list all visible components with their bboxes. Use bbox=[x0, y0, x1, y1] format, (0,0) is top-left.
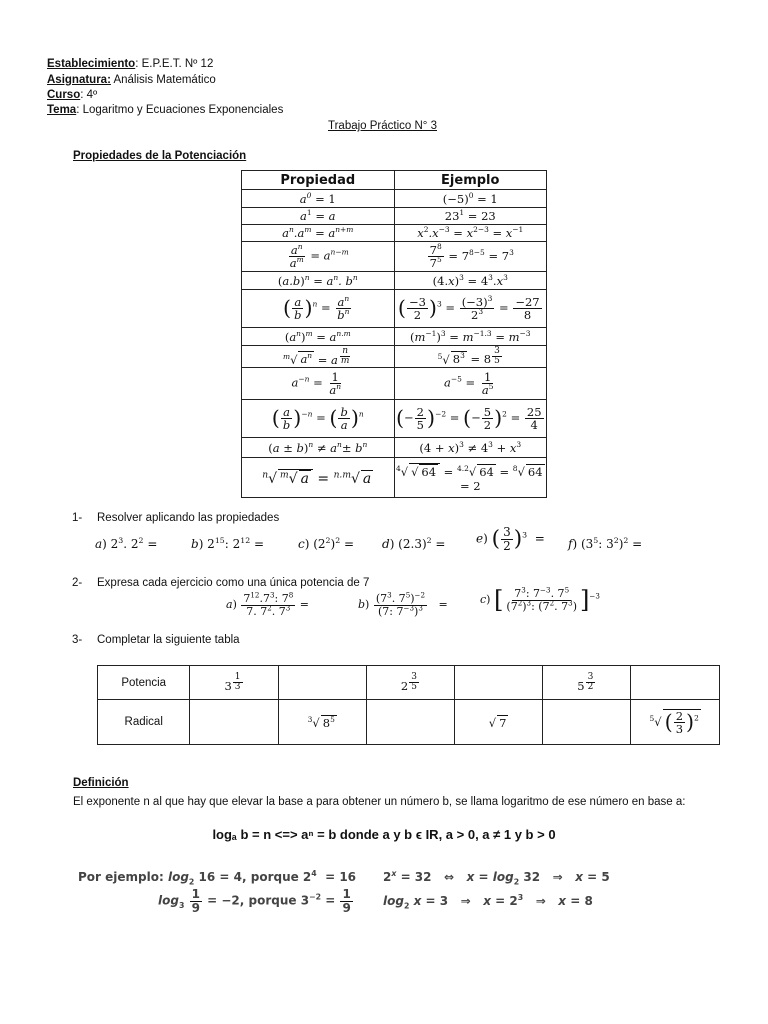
table-row bbox=[242, 190, 547, 208]
header-curso bbox=[47, 89, 97, 101]
table-cell[interactable] bbox=[543, 700, 631, 745]
example-cell: $(4.x)^3 = 4^3.x^3$ bbox=[394, 272, 547, 290]
example-cell: $23^1 = 23$ bbox=[394, 208, 547, 225]
table-row bbox=[242, 272, 547, 290]
table-row bbox=[242, 328, 547, 346]
example-cell: $\frac{7^8}{7^5}$ = $7^{8-5} = 7^3$ bbox=[394, 242, 547, 272]
establecimiento-value: : E.P.E.T. Nº 12 bbox=[135, 58, 214, 70]
exercise-2c: c) [ $\frac{7^3: 7^{-3}. 7^5}{(7^2)^3: (7^2. 7^3)}$ ]$^{-3}$ bbox=[480, 585, 600, 614]
example-cell: $(m^{-1})^3 = m^{-1.3} = m^{-3}$ bbox=[394, 328, 547, 346]
property-cell: $(a \pm b)^n \ne a^n\pm b^n$ bbox=[242, 438, 395, 458]
column-header-property: Propiedad bbox=[242, 171, 395, 190]
exercise-1d: d) $(2.3)^2$ = bbox=[382, 536, 446, 551]
property-cell: $a^1 = a$ bbox=[242, 208, 395, 225]
asignatura-value: Análisis Matemático bbox=[110, 74, 216, 86]
table-cell: 2 $^{\frac{3}{5}}$ bbox=[366, 666, 454, 700]
table-row bbox=[242, 242, 547, 272]
exercise-2a: a) $\frac{7^{12}.7^3: 7^8}{7. 7^2. 7^3}$ = bbox=[226, 590, 309, 618]
exercise-2b: b) $\frac{(7^3. 7^5)^{-2}}{(7: 7^{-3})^3}$ = bbox=[358, 590, 448, 618]
example-cell: $(4 + x)^3 \ne 4^3 + x^3$ bbox=[394, 438, 547, 458]
example-cell: $^5$√ $8^3 = 8$ $^{\frac{3}{5}}$ bbox=[394, 346, 547, 368]
table-row bbox=[98, 700, 720, 745]
exercise-3-text: Completar la siguiente tabla bbox=[97, 634, 240, 646]
property-cell: ( $\frac{a}{b}$ )$^{-n}$ = ( $\frac{b}{a}$ )$^n$ bbox=[242, 400, 395, 438]
table-cell: √ 7 bbox=[455, 700, 543, 745]
property-cell: $a^n.a^m = a^{n+m}$ bbox=[242, 225, 395, 242]
property-cell: $(a.b)^n = a^n$. $b^n$ bbox=[242, 272, 395, 290]
table-row bbox=[242, 458, 547, 498]
header-tema bbox=[47, 104, 283, 116]
exercise-2-number: 2- bbox=[72, 577, 83, 589]
example-cell: $^4$√ √ 64 = $^{4.2}$√ 64 = $^8$√ 64 = 2 bbox=[394, 458, 547, 498]
exercise-3-number: 3- bbox=[72, 634, 83, 646]
property-cell: $^n$√ $^m$√ a = $^{n.m}$√ a bbox=[242, 458, 395, 498]
curso-label: Curso bbox=[47, 89, 81, 101]
section-title: Propiedades de la Potenciación bbox=[73, 150, 247, 162]
completion-table bbox=[97, 665, 720, 745]
page-title: Trabajo Práctico N° 3 bbox=[328, 120, 437, 132]
example-3: $2^x = 32$ ⇔ $x = \log_2 32$ ⇒ x = 5 bbox=[383, 869, 610, 887]
table-cell[interactable] bbox=[631, 666, 720, 700]
establecimiento-label: Establecimiento bbox=[47, 58, 136, 70]
table-row bbox=[242, 438, 547, 458]
column-header-example: Ejemplo bbox=[394, 171, 547, 190]
exercise-2-text: Expresa cada ejercicio como una única potencia de 7 bbox=[97, 577, 370, 589]
properties-table bbox=[241, 170, 547, 498]
exercise-1a: a) $2^3$. $2^2$ = bbox=[95, 536, 158, 551]
table-cell[interactable] bbox=[366, 700, 454, 745]
table-cell: $^5$√ ( $\frac{2}{3}$ )$^2$ bbox=[631, 700, 720, 745]
table-row bbox=[242, 400, 547, 438]
definition-text: El exponente n al que hay que elevar la base a para obtener un número b, se llama logaritmo de ese número en base a: bbox=[73, 796, 686, 808]
property-cell: $\frac{a^n}{a^m}$ = $a^{n-m}$ bbox=[242, 242, 395, 272]
table-cell[interactable] bbox=[278, 666, 366, 700]
table-cell: $^3$√ $8^5$ bbox=[278, 700, 366, 745]
table-row bbox=[98, 666, 720, 700]
table-cell[interactable] bbox=[455, 666, 543, 700]
exercise-1-text: Resolver aplicando las propiedades bbox=[97, 512, 280, 524]
header-establecimiento bbox=[47, 58, 213, 70]
property-cell: $^m$√ $a^n = a$ $^{\frac{n}{m}}$ bbox=[242, 346, 395, 368]
exercise-1c: c) $(2^2)^2$ = bbox=[298, 536, 355, 551]
example-label: Por ejemplo: bbox=[78, 870, 164, 884]
table-row bbox=[242, 368, 547, 400]
table-row bbox=[242, 225, 547, 242]
example-cell: $a^{-5}$ = $\frac{1}{a^5}$ bbox=[394, 368, 547, 400]
table-row bbox=[242, 346, 547, 368]
row-label-potencia: Potencia bbox=[98, 666, 190, 700]
exercise-1f: f) ($3^5$: $3^2)^2$ = bbox=[568, 536, 643, 551]
property-cell: $a^{-n}$ = $\frac{1}{a^n}$ bbox=[242, 368, 395, 400]
exercise-1e: e) ( $\frac{3}{2}$ )$^3$ = bbox=[476, 525, 545, 553]
curso-value: : 4º bbox=[80, 89, 98, 101]
table-cell: 3 $^{\frac{1}{3}}$ bbox=[190, 666, 278, 700]
example-2: $\log_3$ $\frac{1}{9}$ = −2, porque $3^{-2}$ = $\frac{1}{9}$ bbox=[158, 887, 351, 915]
example-cell: $(-5)^0 = 1$ bbox=[394, 190, 547, 208]
example-4: $\log_2 x = 3$ ⇒ $x = 2^3$ ⇒ x = 8 bbox=[383, 893, 593, 911]
property-cell: $a^0 = 1$ bbox=[242, 190, 395, 208]
example-cell: ( $\frac{-3}{2}$ )$^3$ = $\frac{(-3)^3}{2^3}$ = $\frac{-27}{8}$ bbox=[394, 290, 547, 328]
header-asignatura bbox=[47, 74, 216, 86]
definition-title: Definición bbox=[73, 777, 129, 789]
table-row bbox=[242, 290, 547, 328]
example-1: Por ejemplo: $\log_2 16 = 4$, porque $2^4 = 16$ bbox=[78, 869, 357, 887]
property-cell: $(a^n)^m = a^{n.m}$ bbox=[242, 328, 395, 346]
log-definition-formula: logₐ b = n <=> aⁿ = b donde a y b ϵ IR, a > 0, a ≠ 1 y b > 0 bbox=[212, 827, 556, 842]
asignatura-label: Asignatura: bbox=[47, 74, 111, 86]
property-cell: ( $\frac{a}{b}$ )$^n$ = $\frac{a^n}{b^n}$ bbox=[242, 290, 395, 328]
row-label-radical: Radical bbox=[98, 700, 190, 745]
table-cell: 5 $^{\frac{3}{2}}$ bbox=[543, 666, 631, 700]
table-cell[interactable] bbox=[190, 700, 278, 745]
exercise-1-number: 1- bbox=[72, 512, 83, 524]
table-header-row bbox=[242, 171, 547, 190]
example-cell: $x^2.x^{-3} = x^{2-3} = x^{-1}$ bbox=[394, 225, 547, 242]
table-row bbox=[242, 208, 547, 225]
tema-label: Tema bbox=[47, 104, 77, 116]
tema-value: : Logaritmo y Ecuaciones Exponenciales bbox=[76, 104, 284, 116]
exercise-1b: b) $2^{15}$: $2^{12}$ = bbox=[191, 536, 265, 551]
example-cell: (− $\frac{2}{5}$ )$^{-2}$ = (− $\frac{5}{2}$ )$^2$ = $\frac{25}{4}$ bbox=[394, 400, 547, 438]
